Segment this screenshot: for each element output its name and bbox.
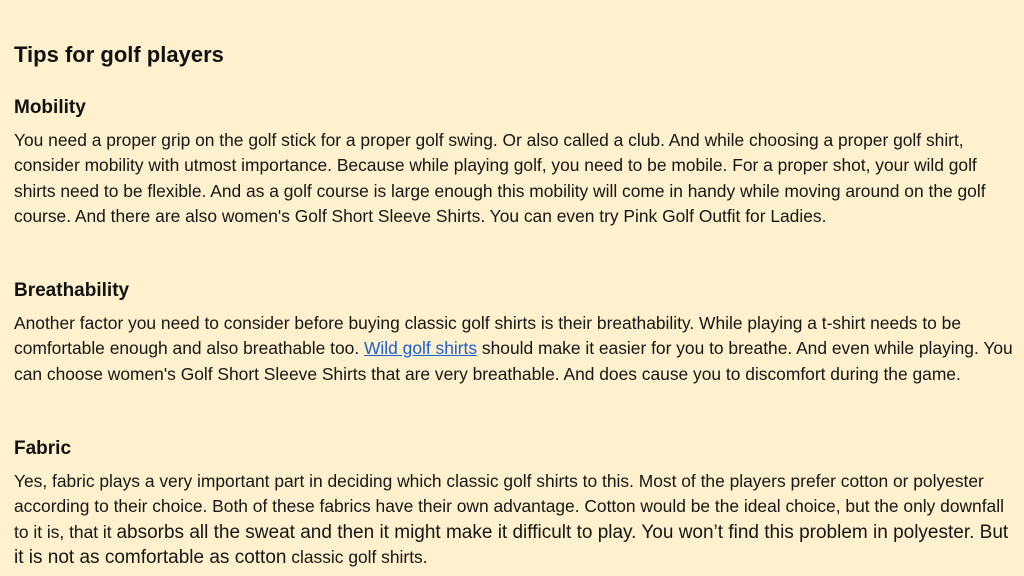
section-heading-breathability: Breathability <box>14 280 130 301</box>
breathability-text-before-link: Another factor you need to consider before buying classic golf shirts is their breathability. While playing a t-shirt needs to be comfortable enough and also breathable too. <box>14 313 961 359</box>
wild-golf-shirts-link[interactable]: Wild golf shirts <box>364 338 478 359</box>
fabric-text-part3: classic golf shirts. <box>286 547 428 568</box>
section-text-fabric <box>14 469 1018 571</box>
fabric-text-part2: absorbs all the sweat and then it might make it difficult to play. You won’t find this problem in polyester. But it is not as comfortable as cotton <box>14 521 1009 569</box>
section-text-mobility: You need a proper grip on the golf stick for a proper golf swing. Or also called a club. And while choosing a proper golf shirt, consider mobility with utmost importance. Because while playing golf, you need to be mobile. For a proper shot, your wild golf shirts need to be flexible. And as a golf course is large enough this mobility will come in handy while moving around on the golf course. And there are also women's Golf Short Sleeve Shirts. You can even try Pink Golf Outfit for Ladies. <box>14 130 986 227</box>
page-title: Tips for golf players <box>14 42 224 67</box>
fabric-text-part1: Yes, fabric plays a very important part in deciding which classic golf shirts to this. Most of the players prefer cotton or polyester according to their choice. Both of these fabrics have their own advantage. Cotton would be the ideal choice, but the only downfall to it is, that it <box>14 471 1004 542</box>
breathability-text-after-link: should make it easier for you to breathe. And even while playing. You can choose women's Golf Short Sleeve Shirts that are very breathable. And does cause you to discomfort during the game. <box>14 338 1013 384</box>
section-heading-mobility: Mobility <box>14 97 86 118</box>
section-text-breathability <box>14 311 1018 387</box>
section-heading-fabric: Fabric <box>14 438 72 459</box>
